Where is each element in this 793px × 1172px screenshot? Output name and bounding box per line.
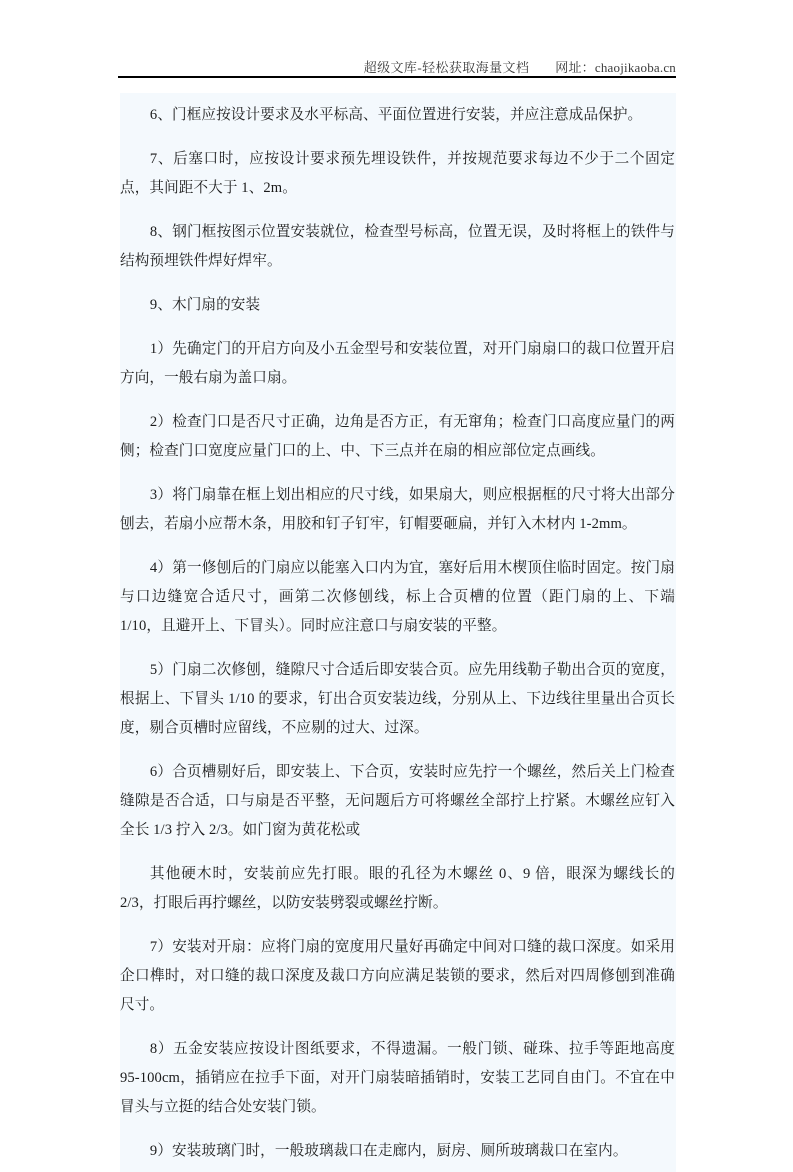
header-brand-text: 超级文库-轻松获取海量文档 xyxy=(363,60,530,75)
paragraph-sub-9: 9）安装玻璃门时，一般玻璃裁口在走廊内，厨房、厕所玻璃裁口在室内。 xyxy=(149,1143,628,1159)
paragraph-item-8: 8、钢门框按图示位置安装就位，检查型号标高，位置无误，及时将框上的铁件与结构预埋铁件焊好焊牢。 xyxy=(120,224,675,269)
paragraph-item-7: 7、后塞口时，应按设计要求预先埋设铁件，并按规范要求每边不少于二个固定点，其间距不大于 1、2m。 xyxy=(120,151,675,196)
header-site xyxy=(555,61,676,74)
body-top-spacer xyxy=(120,93,676,101)
body-bottom-spacer xyxy=(120,1166,676,1172)
paragraph-sub-6-continued: 其他硬木时，安装前应先打眼。眼的孔径为木螺丝 0、9 倍，眼深为螺线长的 2/3，打眼后再拧螺丝，以防安装劈裂或螺丝拧断。 xyxy=(120,866,675,911)
paragraph-sub-2: 2）检查门口是否尺寸正确，边角是否方正，有无窜角；检查门口高度应量门的两侧；检查门口宽度应量门口的上、中、下三点并在扇的相应部位定点画线。 xyxy=(120,414,675,459)
document-body xyxy=(120,93,676,1172)
paragraph-sub-5: 5）门扇二次修刨，缝隙尺寸合适后即安装合页。应先用线勒子勒出合页的宽度，根据上、下冒头 1/10 的要求，钉出合页安装边线，分别从上、下边线往里量出合页长度，剔合页槽时应留线，不应剔的过大、过深。 xyxy=(120,662,675,736)
header-divider-rule xyxy=(118,76,676,78)
paragraph-item-6: 6、门框应按设计要求及水平标高、平面位置进行安装，并应注意成品保护。 xyxy=(149,107,643,123)
paragraph-sub-6: 6）合页槽剔好后，即安装上、下合页，安装时应先拧一个螺丝，然后关上门检查缝隙是否合适，口与扇是否平整，无问题后方可将螺丝全部拧上拧紧。木螺丝应钉入全长 1/3 拧入 2/3。如门窗为黄花松或 xyxy=(120,764,675,838)
header-site-label: 网址： xyxy=(555,60,595,75)
paragraph-sub-8: 8）五金安装应按设计图纸要求，不得遗漏。一般门锁、碰珠、拉手等距地高度 95-100cm，插销应在拉手下面，对开门扇装暗插销时，安装工艺同自由门。不宜在中冒头与立挺的结合处安装门锁。 xyxy=(120,1041,675,1115)
paragraph-sub-4: 4）第一修刨后的门扇应以能塞入口内为宜，塞好后用木楔顶住临时固定。按门扇与口边缝宽合适尺寸，画第二次修刨线，标上合页槽的位置（距门扇的上、下端 1/10，且避开上、下冒头）。同时应注意口与扇安装的平整。 xyxy=(120,560,675,634)
header-site-url: chaojikaoba.cn xyxy=(594,60,676,75)
paragraph-sub-3: 3）将门扇靠在框上划出相应的尺寸线，如果扇大，则应根据框的尺寸将大出部分刨去，若扇小应帮木条，用胶和钉子钉牢，钉帽要砸扁，并钉入木材内 1-2mm。 xyxy=(120,487,675,532)
paragraph-sub-7: 7）安装对开扇：应将门扇的宽度用尺量好再确定中间对口缝的裁口深度。如采用企口榫时，对口缝的裁口深度及裁口方向应满足装锁的要求，然后对四周修刨到准确尺寸。 xyxy=(120,939,675,1013)
paragraph-sub-1: 1）先确定门的开启方向及小五金型号和安装位置，对开门扇扇口的裁口位置开启方向，一般右扇为盖口扇。 xyxy=(120,341,675,386)
document-running-header xyxy=(118,52,676,74)
paragraph-item-9-heading: 9、木门扇的安装 xyxy=(149,297,261,313)
